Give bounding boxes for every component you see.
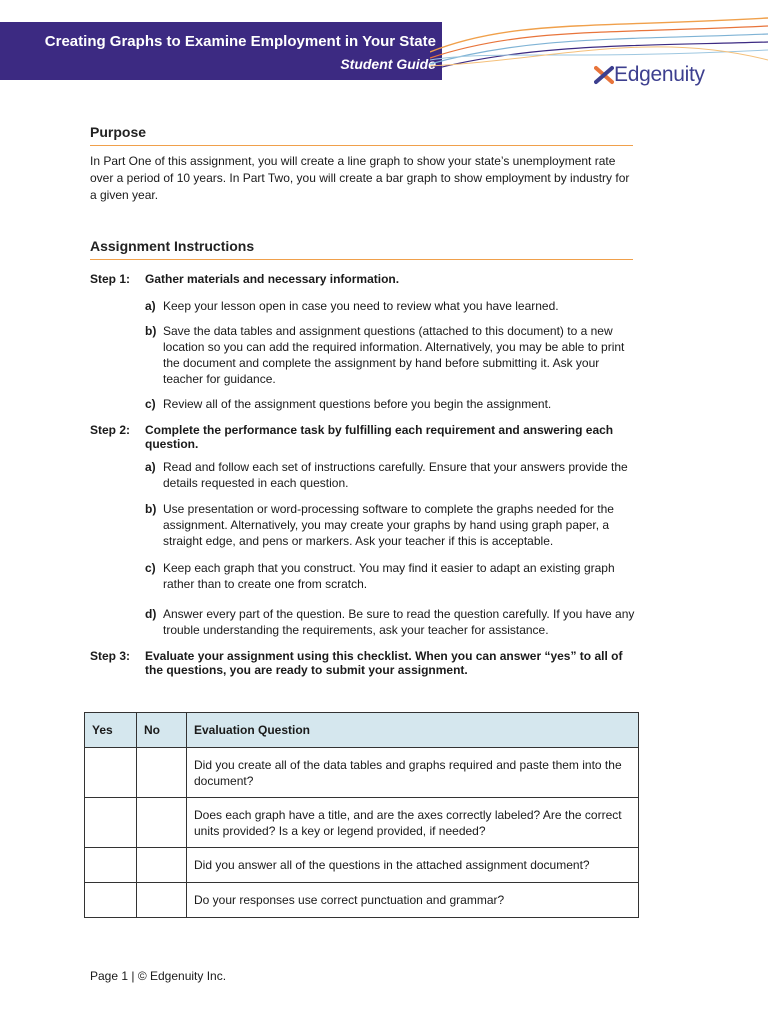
item-text: Read and follow each set of instructions carefully. Ensure that your answers provide the details requested in each question. (163, 460, 628, 490)
item-key: a) (145, 299, 156, 313)
item-key: d) (145, 607, 157, 621)
yes-checkbox-cell[interactable] (85, 883, 137, 918)
edgenuity-logo (594, 60, 705, 90)
logo-x-icon (594, 65, 614, 85)
item-text: Keep each graph that you construct. You may find it easier to adapt an existing graph rather than to create one from scratch. (163, 561, 615, 591)
header-banner (0, 22, 442, 80)
item-key: c) (145, 561, 156, 575)
table-row (85, 798, 639, 848)
item-text: Keep your lesson open in case you need to review what you have learned. (163, 299, 559, 313)
step-label: Step 2: (90, 423, 131, 437)
table-header-row (85, 713, 639, 748)
table-row (85, 883, 639, 918)
no-checkbox-cell[interactable] (137, 798, 187, 848)
item-text: Answer every part of the question. Be sure to read the question carefully. If you have any trouble understanding the requirements, ask your teacher for assistance. (163, 607, 635, 637)
item-key: c) (145, 397, 156, 411)
item-text: Use presentation or word-processing software to complete the graphs needed for the assignment. Alternatively, you may create your graphs by hand using graph paper, a straight edge, and pens or markers. Ask your teacher if this is acceptable. (163, 502, 614, 548)
yes-checkbox-cell[interactable] (85, 848, 137, 883)
column-header-no: No (137, 713, 187, 748)
table-row (85, 848, 639, 883)
purpose-heading: Purpose (90, 124, 633, 146)
decorative-waves (430, 0, 768, 110)
evaluation-question: Do your responses use correct punctuation and grammar? (187, 883, 639, 918)
step-title: Evaluate your assignment using this checklist. When you can answer “yes” to all of the questions, you are ready to submit your assignment. (145, 649, 623, 677)
yes-checkbox-cell[interactable] (85, 748, 137, 798)
document-subtitle: Student Guide (340, 56, 436, 72)
item-key: a) (145, 460, 156, 474)
step-label: Step 3: (90, 649, 131, 663)
item-text: Save the data tables and assignment questions (attached to this document) to a new location so you can add the required information. Alternatively, you may be able to print the document and complete the assignment by hand before submitting it. Ask your teacher for guidance. (163, 324, 625, 386)
column-header-yes: Yes (85, 713, 137, 748)
item-key: b) (145, 502, 157, 516)
table-row (85, 748, 639, 798)
document-title: Creating Graphs to Examine Employment in Your State (44, 33, 436, 50)
item-key: b) (145, 324, 157, 338)
step-title: Gather materials and necessary information. (145, 272, 400, 286)
no-checkbox-cell[interactable] (137, 748, 187, 798)
logo-text: Edgenuity (614, 63, 705, 86)
no-checkbox-cell[interactable] (137, 848, 187, 883)
purpose-text: In Part One of this assignment, you will create a line graph to show your state’s unemployment rate over a period of 10 years. In Part Two, you will create a bar graph to show employment by industry for a given year. (90, 154, 630, 202)
evaluation-question: Did you answer all of the questions in the attached assignment document? (187, 848, 639, 883)
evaluation-question: Does each graph have a title, and are the axes correctly labeled? Are the correct units provided? Is a key or legend provided, if needed? (187, 798, 639, 848)
instructions-heading: Assignment Instructions (90, 238, 633, 260)
column-header-question: Evaluation Question (187, 713, 639, 748)
evaluation-question: Did you create all of the data tables and graphs required and paste them into the document? (187, 748, 639, 798)
item-text: Review all of the assignment questions before you begin the assignment. (163, 397, 552, 411)
page-footer: Page 1 | © Edgenuity Inc. (90, 969, 227, 983)
evaluation-checklist-table (84, 712, 639, 918)
no-checkbox-cell[interactable] (137, 883, 187, 918)
step-label: Step 1: (90, 272, 131, 286)
yes-checkbox-cell[interactable] (85, 798, 137, 848)
step-title: Complete the performance task by fulfilling each requirement and answering each question. (145, 423, 614, 451)
